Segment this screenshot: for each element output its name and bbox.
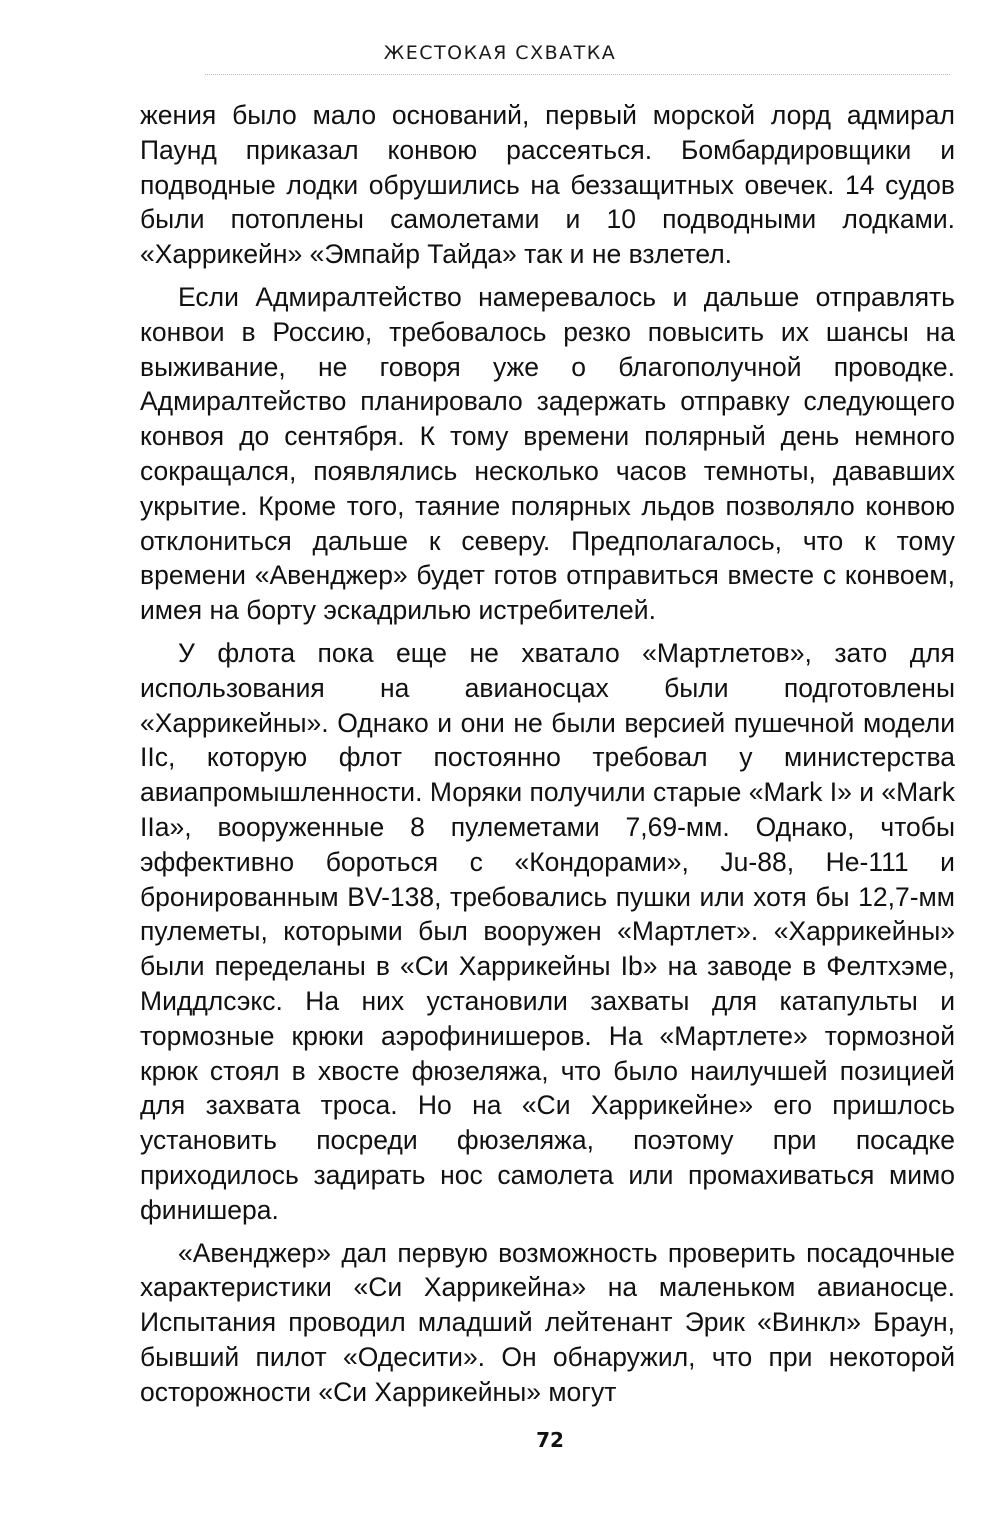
- running-title: ЖЕСТОКАЯ СХВАТКА: [383, 42, 617, 64]
- page-number: 72: [536, 1428, 564, 1452]
- paragraph-1: жения было мало оснований, первый морской лорд адмирал Паунд приказал конвою рассеяться. Бомбардировщики и подводные лодки обрушились на беззащитных овечек. 14 судов были потоплены самолетами и 10 подводными лодками. «Харрикейн» «Эмпайр Тайда» так и не взлетел.: [140, 100, 955, 270]
- paragraph-2: Если Адмиралтейство намеревалось и дальше отправлять конвои в Россию, требовалось резко повысить их шансы на выживание, не говоря уже о благополучной проводке. Адмиралтейство планировало задержать отправку следующего конвоя до сентября. К тому времени полярный день немного сокращался, появлялись несколько часов темноты, дававших укрытие. Кроме того, таяние полярных льдов позволяло конвою отклониться дальше к северу. Предполагалось, что к тому времени «Авенджер» будет готов отправиться вместе с конвоем, имея на борту эскадрилью истребителей.: [140, 281, 955, 626]
- body-text: [140, 98, 955, 1417]
- paragraph-4: «Авенджер» дал первую возможность проверить посадочные характеристики «Си Харрикейна» на маленьком авианосце. Испытания проводил младший лейтенант Эрик «Винкл» Браун, бывший пилот «Одесити». Он обнаружил, что при некоторой осторожности «Си Харрикейны» могут: [140, 1237, 955, 1407]
- header-rule: [205, 74, 950, 76]
- paragraph-3: У флота пока еще не хватало «Мартлетов», зато для использования на авианосцах были подготовлены «Харрикейны». Однако и они не были версией пушечной модели IIc, которую флот постоянно требовал у министерства авиапромышленности. Моряки получили старые «Mark I» и «Mark IIa», вооруженные 8 пулеметами 7,69-мм. Однако, чтобы эффективно бороться с «Кондорами», Ju-88, He-111 и бронированным BV-138, требовались пушки или хотя бы 12,7-мм пулеметы, которыми был вооружен «Мартлет». «Харрикейны» были переделаны в «Си Харрикейны Ib» на заводе в Фелтхэме, Миддлсэкс. На них установили захваты для катапульты и тормозные крюки аэрофинишеров. На «Мартлете» тормозной крюк стоял в хвосте фюзеляжа, что было наилучшей позицией для захвата троса. Но на «Си Харрикейне» его пришлось установить посреди фюзеляжа, поэтому при посадке приходилось задирать нос самолета или промахиваться мимо финишера.: [140, 637, 955, 1225]
